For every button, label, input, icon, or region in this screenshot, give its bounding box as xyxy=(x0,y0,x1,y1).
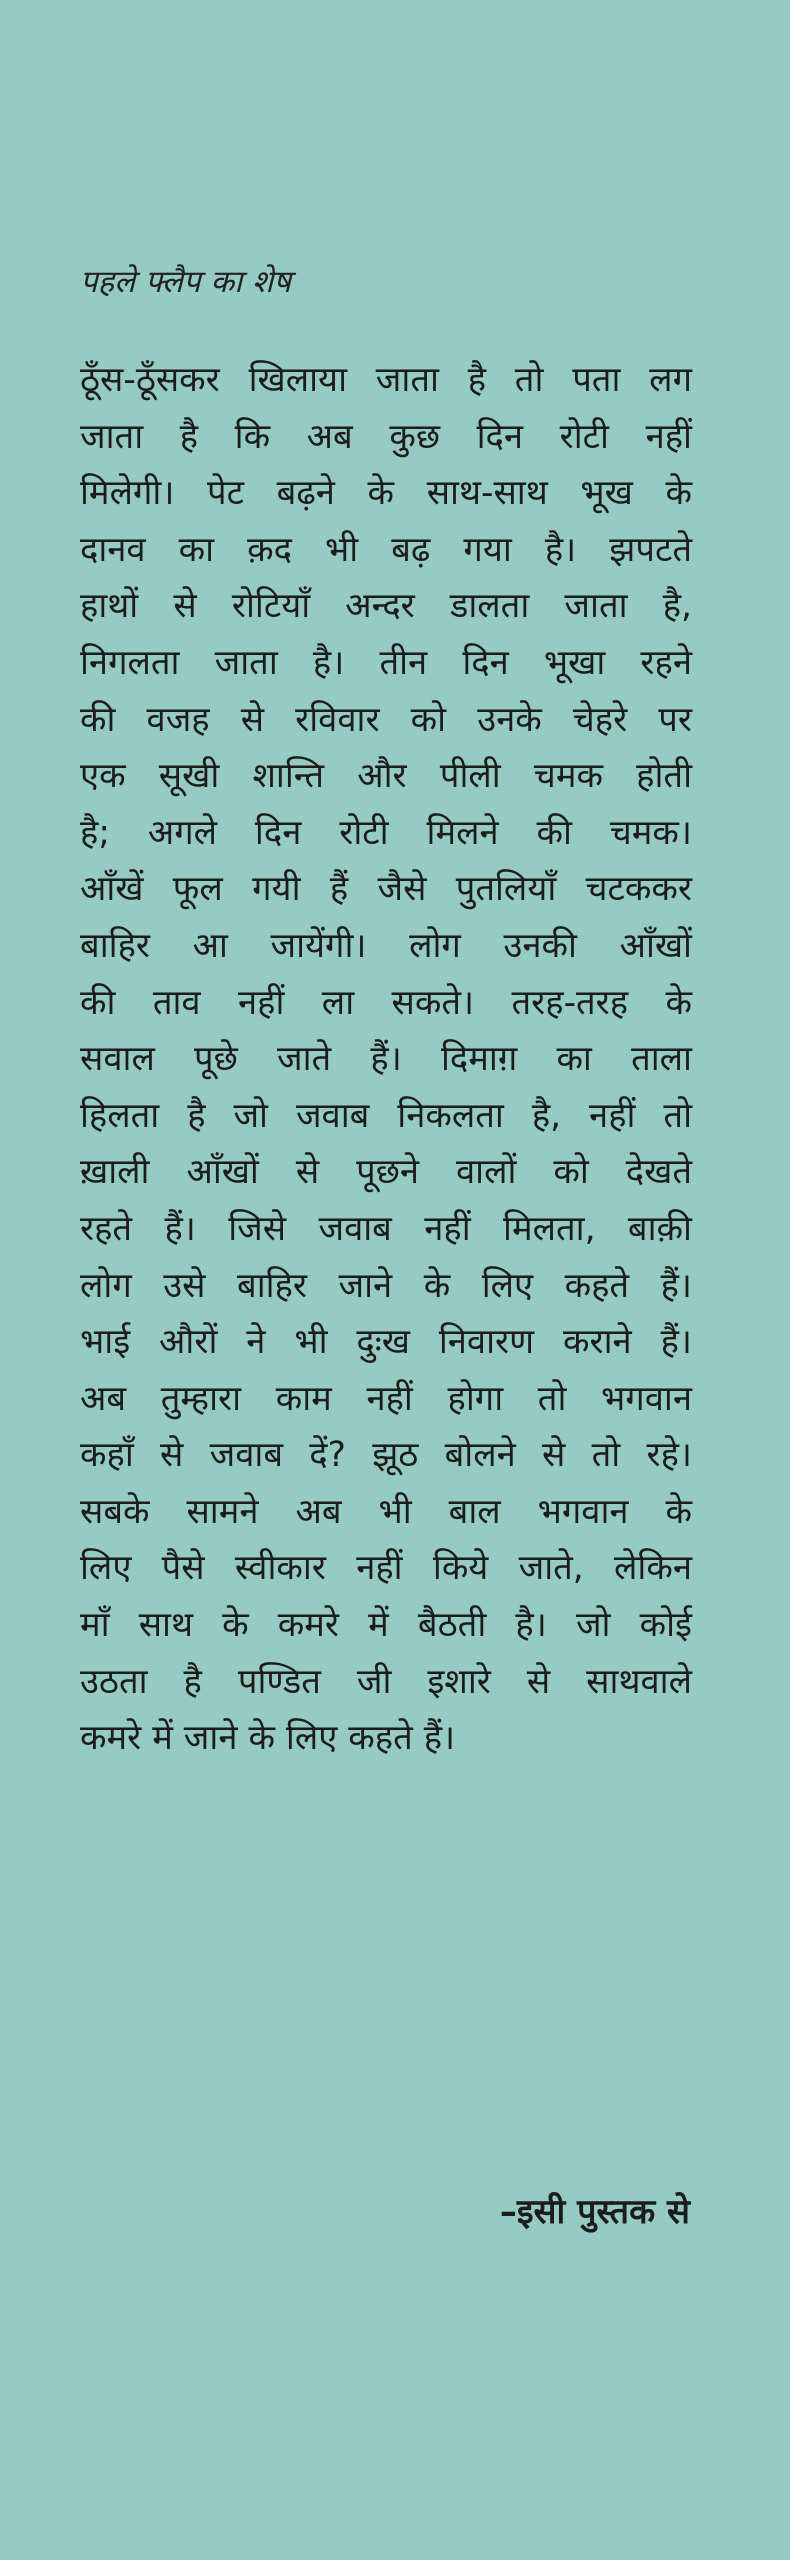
source-attribution: –इसी पुस्तक से xyxy=(499,2192,690,2232)
text-line: हिलता है जो जवाब निकलता है, नहीं तो xyxy=(80,1095,692,1136)
text-line: ख़ाली आँखों से पूछने वालों को देखते xyxy=(80,1152,692,1193)
text-line: बाहिर आ जायेंगी। लोग उनकी आँखों xyxy=(80,925,692,966)
text-line: रहते हैं। जिसे जवाब नहीं मिलता, बाक़ी xyxy=(80,1208,692,1249)
text-line: अब तुम्हारा काम नहीं होगा तो भगवान xyxy=(80,1378,692,1419)
text-line: कमरे में जाने के लिए कहते हैं। xyxy=(80,1718,456,1759)
text-line: सबके सामने अब भी बाल भगवान के xyxy=(80,1491,692,1532)
flap-body-text xyxy=(80,352,692,1767)
text-line: की ताव नहीं ला सकते। तरह-तरह के xyxy=(80,982,692,1023)
text-line: लिए पैसे स्वीकार नहीं किये जाते, लेकिन xyxy=(80,1548,692,1589)
text-line: हाथों से रोटियाँ अन्दर डालता जाता है, xyxy=(80,586,692,627)
text-line: मिलेगी। पेट बढ़ने के साथ-साथ भूख के xyxy=(80,473,692,514)
text-line: जाता है कि अब कुछ दिन रोटी नहीं xyxy=(80,416,692,457)
text-line: माँ साथ के कमरे में बैठती है। जो कोई xyxy=(80,1605,692,1646)
text-line: कहाँ से जवाब दें? झूठ बोलने से तो रहे। xyxy=(80,1435,692,1476)
text-line: भाई औरों ने भी दुःख निवारण कराने हैं। xyxy=(80,1322,692,1363)
text-line: ठूँस-ठूँसकर खिलाया जाता है तो पता लग xyxy=(80,360,692,400)
text-line: दानव का क़द भी बढ़ गया है। झपटते xyxy=(80,529,692,570)
text-line: एक सूखी शान्ति और पीली चमक होती xyxy=(80,756,692,797)
text-line: लोग उसे बाहिर जाने के लिए कहते हैं। xyxy=(80,1265,692,1306)
text-line: उठता है पण्डित जी इशारे से साथवाले xyxy=(80,1661,692,1702)
text-line: है; अगले दिन रोटी मिलने की चमक। xyxy=(80,812,692,853)
text-line: निगलता जाता है। तीन दिन भूखा रहने xyxy=(80,642,692,683)
text-line: की वजह से रविवार को उनके चेहरे पर xyxy=(80,699,692,740)
text-line: सवाल पूछे जाते हैं। दिमाग़ का ताला xyxy=(80,1039,692,1080)
flap-heading: पहले फ्लैप का शेष xyxy=(80,264,292,300)
text-line: आँखें फूल गयी हैं जैसे पुतलियाँ चटककर xyxy=(80,869,692,910)
